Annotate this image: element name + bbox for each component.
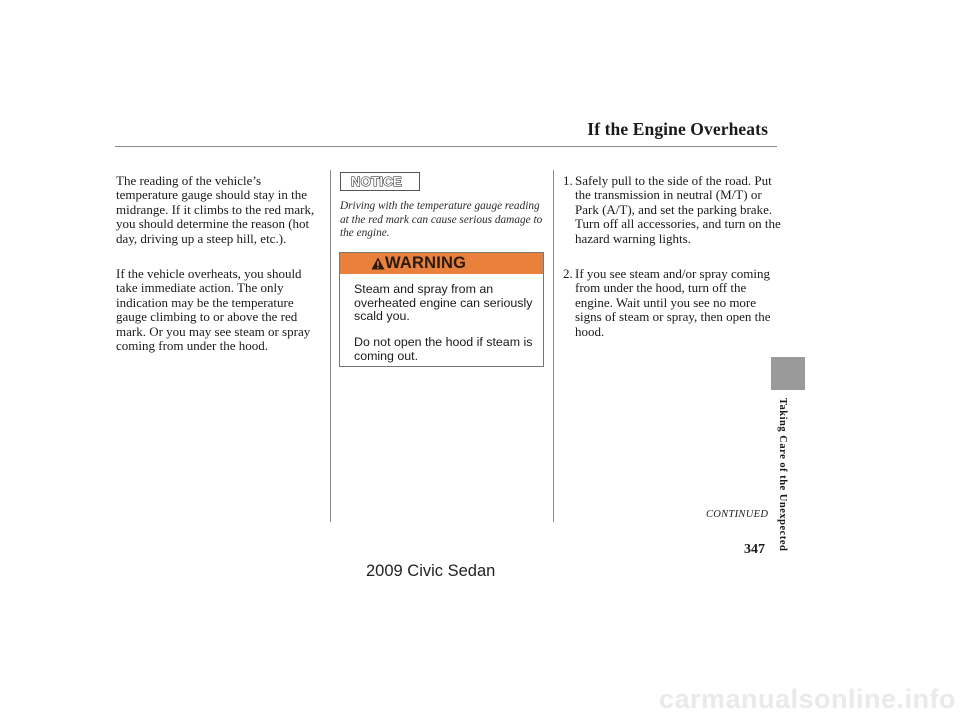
section-tab — [771, 357, 805, 390]
step-text: If you see steam and/or spray coming from under the hood, turn off the engine. Wait until you see no more signs of steam or spray, then open the hood. — [575, 266, 771, 339]
continued-label: CONTINUED — [706, 509, 769, 520]
step-number: 1. — [563, 173, 573, 188]
column-divider-right — [553, 170, 554, 522]
warning-triangle-icon — [371, 257, 385, 270]
warning-header — [340, 253, 543, 274]
column-divider-left — [330, 170, 331, 522]
warning-text-2: Do not open the hood if steam is coming out. — [354, 335, 533, 363]
page-title: If the Engine Overheats — [587, 119, 768, 139]
step-number: 2. — [563, 266, 573, 281]
footer-model: 2009 Civic Sedan — [366, 562, 496, 580]
overheat-paragraph: If the vehicle overheats, you should take immediate action. The only indication may be the temperature gauge climbing to or above the red mark. Or you may see steam or spray coming from under the hood. — [116, 266, 311, 354]
section-tab-text: Taking Care of the Unexpected — [777, 398, 788, 552]
notice-text: Driving with the temperature gauge reading at the red mark can cause serious damage to the engine. — [340, 200, 543, 240]
intro-paragraph: The reading of the vehicle’s temperature gauge should stay in the midrange. If it climbs to the red mark, you should determine the reason (hot day, driving up a steep hill, etc.). — [116, 173, 315, 246]
watermark: carmanualsonline.info — [658, 684, 956, 714]
warning-label: WARNING — [385, 254, 467, 272]
step-text: Safely pull to the side of the road. Put the transmission in neutral (M/T) or Park (A/T), and set the parking brake. Turn off all accessories, and turn on the hazard warning lights. — [575, 173, 781, 246]
warning-box — [339, 252, 544, 367]
title-rule — [115, 146, 777, 147]
page-number: 347 — [744, 542, 765, 557]
notice-badge — [340, 172, 420, 191]
notice-label: NOTICE — [351, 174, 402, 189]
warning-text-1: Steam and spray from an overheated engine can seriously scald you. — [354, 282, 533, 324]
